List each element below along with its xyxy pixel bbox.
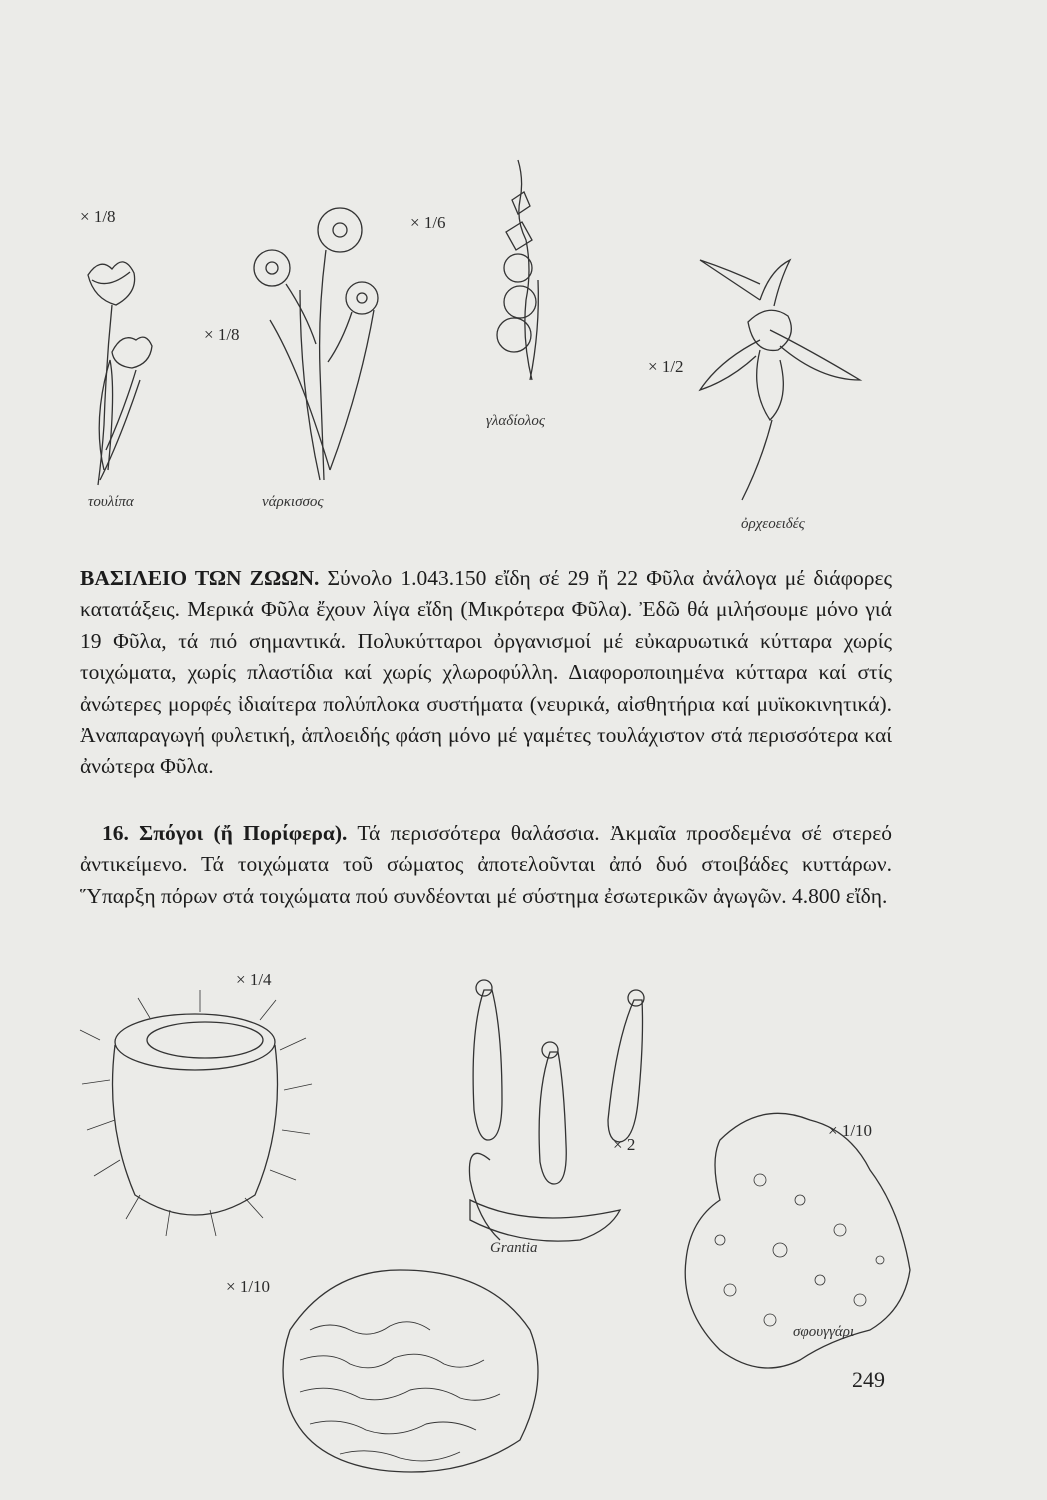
caption-sponge: σφουγγάρι <box>793 1324 855 1340</box>
kingdom-heading: ΒΑΣΙΛΕΙΟ ΤΩΝ ΖΩΩΝ. <box>80 566 320 590</box>
sponges-heading: 16. Σπόγοι (ἤ Πορίφερα). <box>102 821 348 845</box>
sponges-body: Τά περισσότερα θαλάσσια. Ἀκμαῖα προσδεμένα σέ στερεό ἀντικείμενο. Τά τοιχώματα τοῦ σώματος ἀποτελοῦνται ἀπό δυό στοιβάδες κυττάρων. Ὕπαρξη πόρων στά τοιχώματα πού συνδέονται μέ σύστημα ἐσωτερικῶν ἀγωγῶν. 4.800 εἴδη. <box>80 821 892 908</box>
scale-label-orchid: × 1/2 <box>648 357 684 376</box>
caption-narcissus: νάρκισσος <box>262 494 324 510</box>
scale-label-tulip-2: × 1/8 <box>204 325 240 344</box>
kingdom-body: Σύνολο 1.043.150 εἴδη σέ 29 ἤ 22 Φῦλα ἀνάλογα μέ διάφορες κατατάξεις. Μερικά Φῦλα ἔχουν λίγα εἴδη (Μικρότερα Φῦλα). Ἐδῶ θά μιλήσουμε μόνο γιά 19 Φῦλα, τά πιό σημαντικά. Πολυκύτταροι ὀργανισμοί μέ εὐκαρυωτικά κύτταρα χωρίς τοιχώματα, χωρίς πλαστίδια καί χωρίς χλωροφύλλη. Διαφοροποιημένα κύτταρα καί στίς ἀνώτερες μορφές ἰδιαίτερα πολύπλοκα συστήματα (νευρικά, αἰσθητήρια καί μυϊκοκινητικά). Ἀναπαραγωγή φυλετική, ἁπλοειδής φάση μόνο μέ γαμέτες τουλάχιστον στά περισσότερα καί ἀνώτερα Φῦλα. <box>80 566 892 779</box>
page-number: 249 <box>852 1367 885 1392</box>
caption-gladiolus: γλαδίολος <box>486 413 546 429</box>
scale-label-sponge-cup: × 1/4 <box>236 970 272 989</box>
scale-label-bath-sponge: × 1/10 <box>828 1121 873 1140</box>
scale-label-brain-sponge: × 1/10 <box>226 1277 271 1296</box>
scale-label-grantia: × 2 <box>613 1135 636 1154</box>
caption-orchid: ὀρχεοειδές <box>741 516 805 532</box>
scale-label-tulip: × 1/8 <box>80 207 116 226</box>
caption-tulip: τουλίπα <box>88 494 134 510</box>
caption-grantia: Grantia <box>490 1240 538 1256</box>
scale-label-narcissus: × 1/6 <box>410 213 446 232</box>
